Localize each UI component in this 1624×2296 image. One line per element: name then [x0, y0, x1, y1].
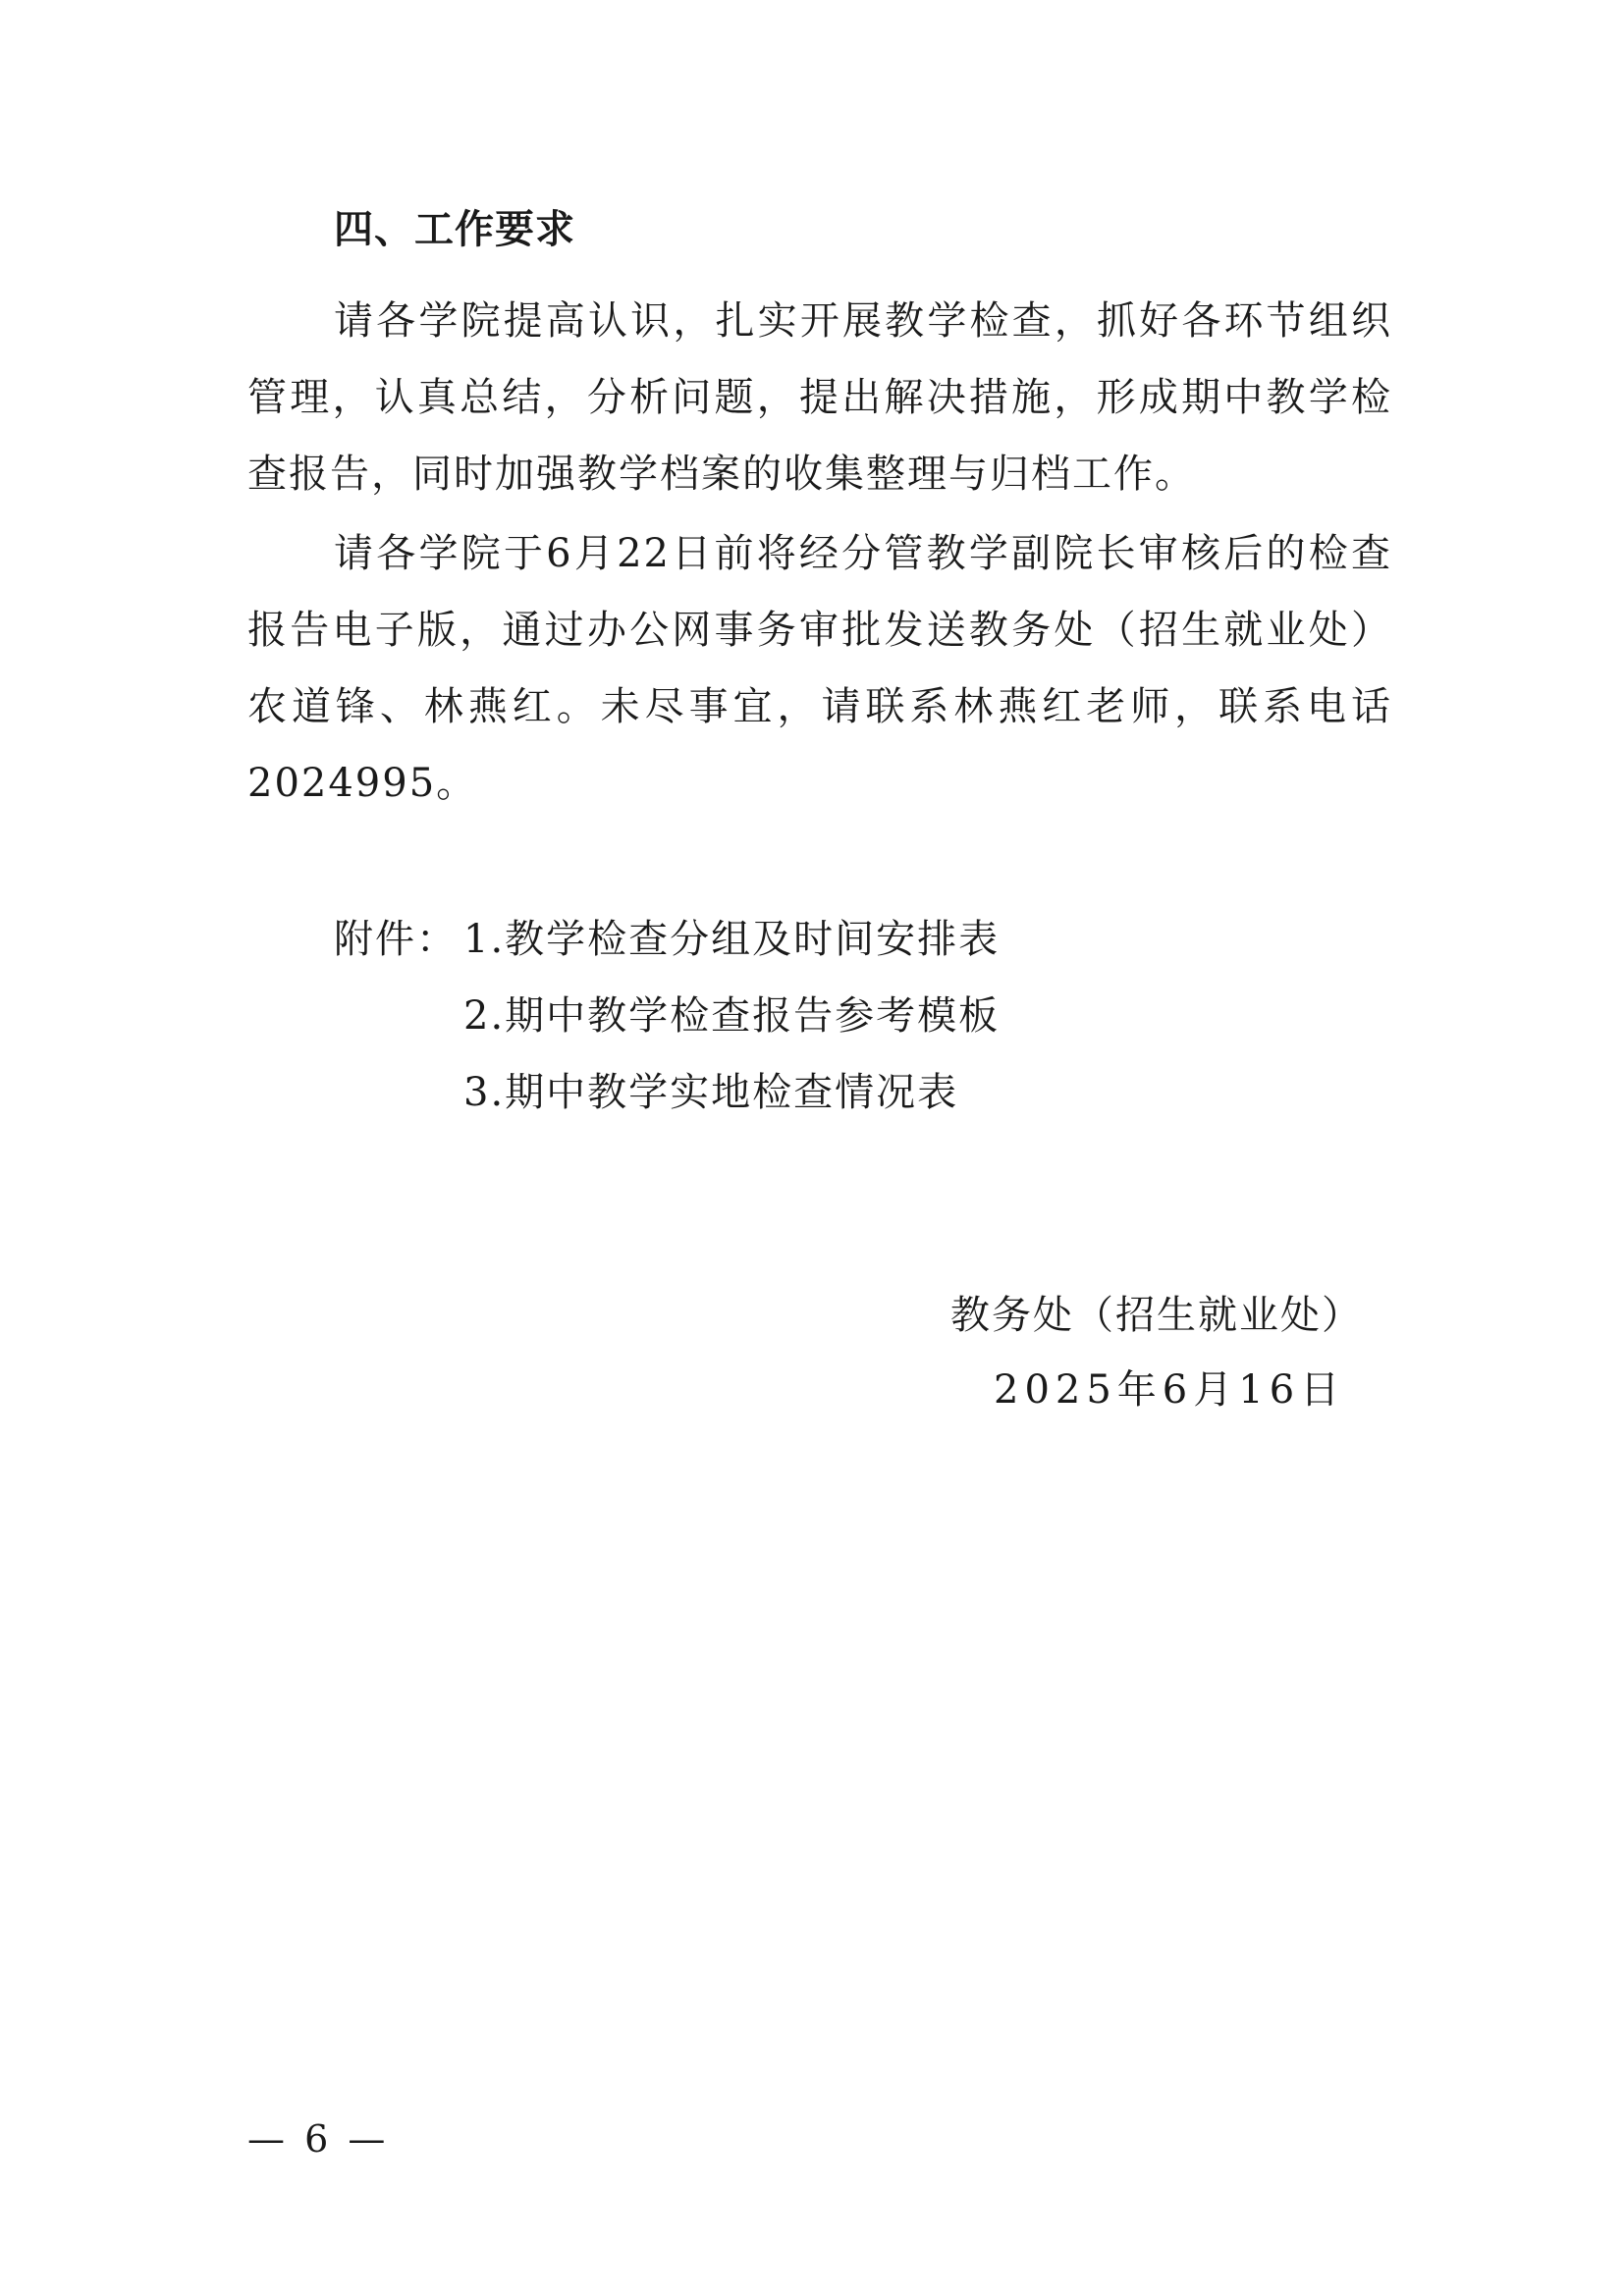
attachment-item-2: 2.期中教学检查报告参考模板 — [463, 993, 1001, 1039]
page-number: — 6 — — [247, 2117, 390, 2161]
attachment-item-3: 3.期中教学实地检查情况表 — [463, 1070, 959, 1115]
paragraph-requirements: 请各学院提高认识，扎实开展教学检查，抓好各环节组织管理，认真总结，分析问题，提出解决措施，形成期中教学检查报告，同时加强教学档案的收集整理与归档工作。 — [247, 298, 1392, 497]
paragraph-submission: 请各学院于6月22日前将经分管教学副院长审核后的检查报告电子版，通过办公网事务审批发送教务处（招生就业处）农道锋、林燕红。未尽事宜，请联系林燕红老师，联系电话2024995。 — [247, 531, 1392, 806]
signature-date: 2025年6月16日 — [994, 1367, 1346, 1413]
attachment-item — [334, 1054, 1000, 1131]
attachment-item — [334, 901, 1000, 978]
signature-organization: 教务处（招生就业处） — [950, 1293, 1363, 1338]
attachment-item-1: 1.教学检查分组及时间安排表 — [463, 917, 1001, 962]
section-heading: 四、工作要求 — [334, 207, 575, 252]
attachments-list — [334, 901, 1000, 1131]
attachment-item — [334, 978, 1000, 1054]
attachments-label: 附件： — [334, 917, 458, 962]
